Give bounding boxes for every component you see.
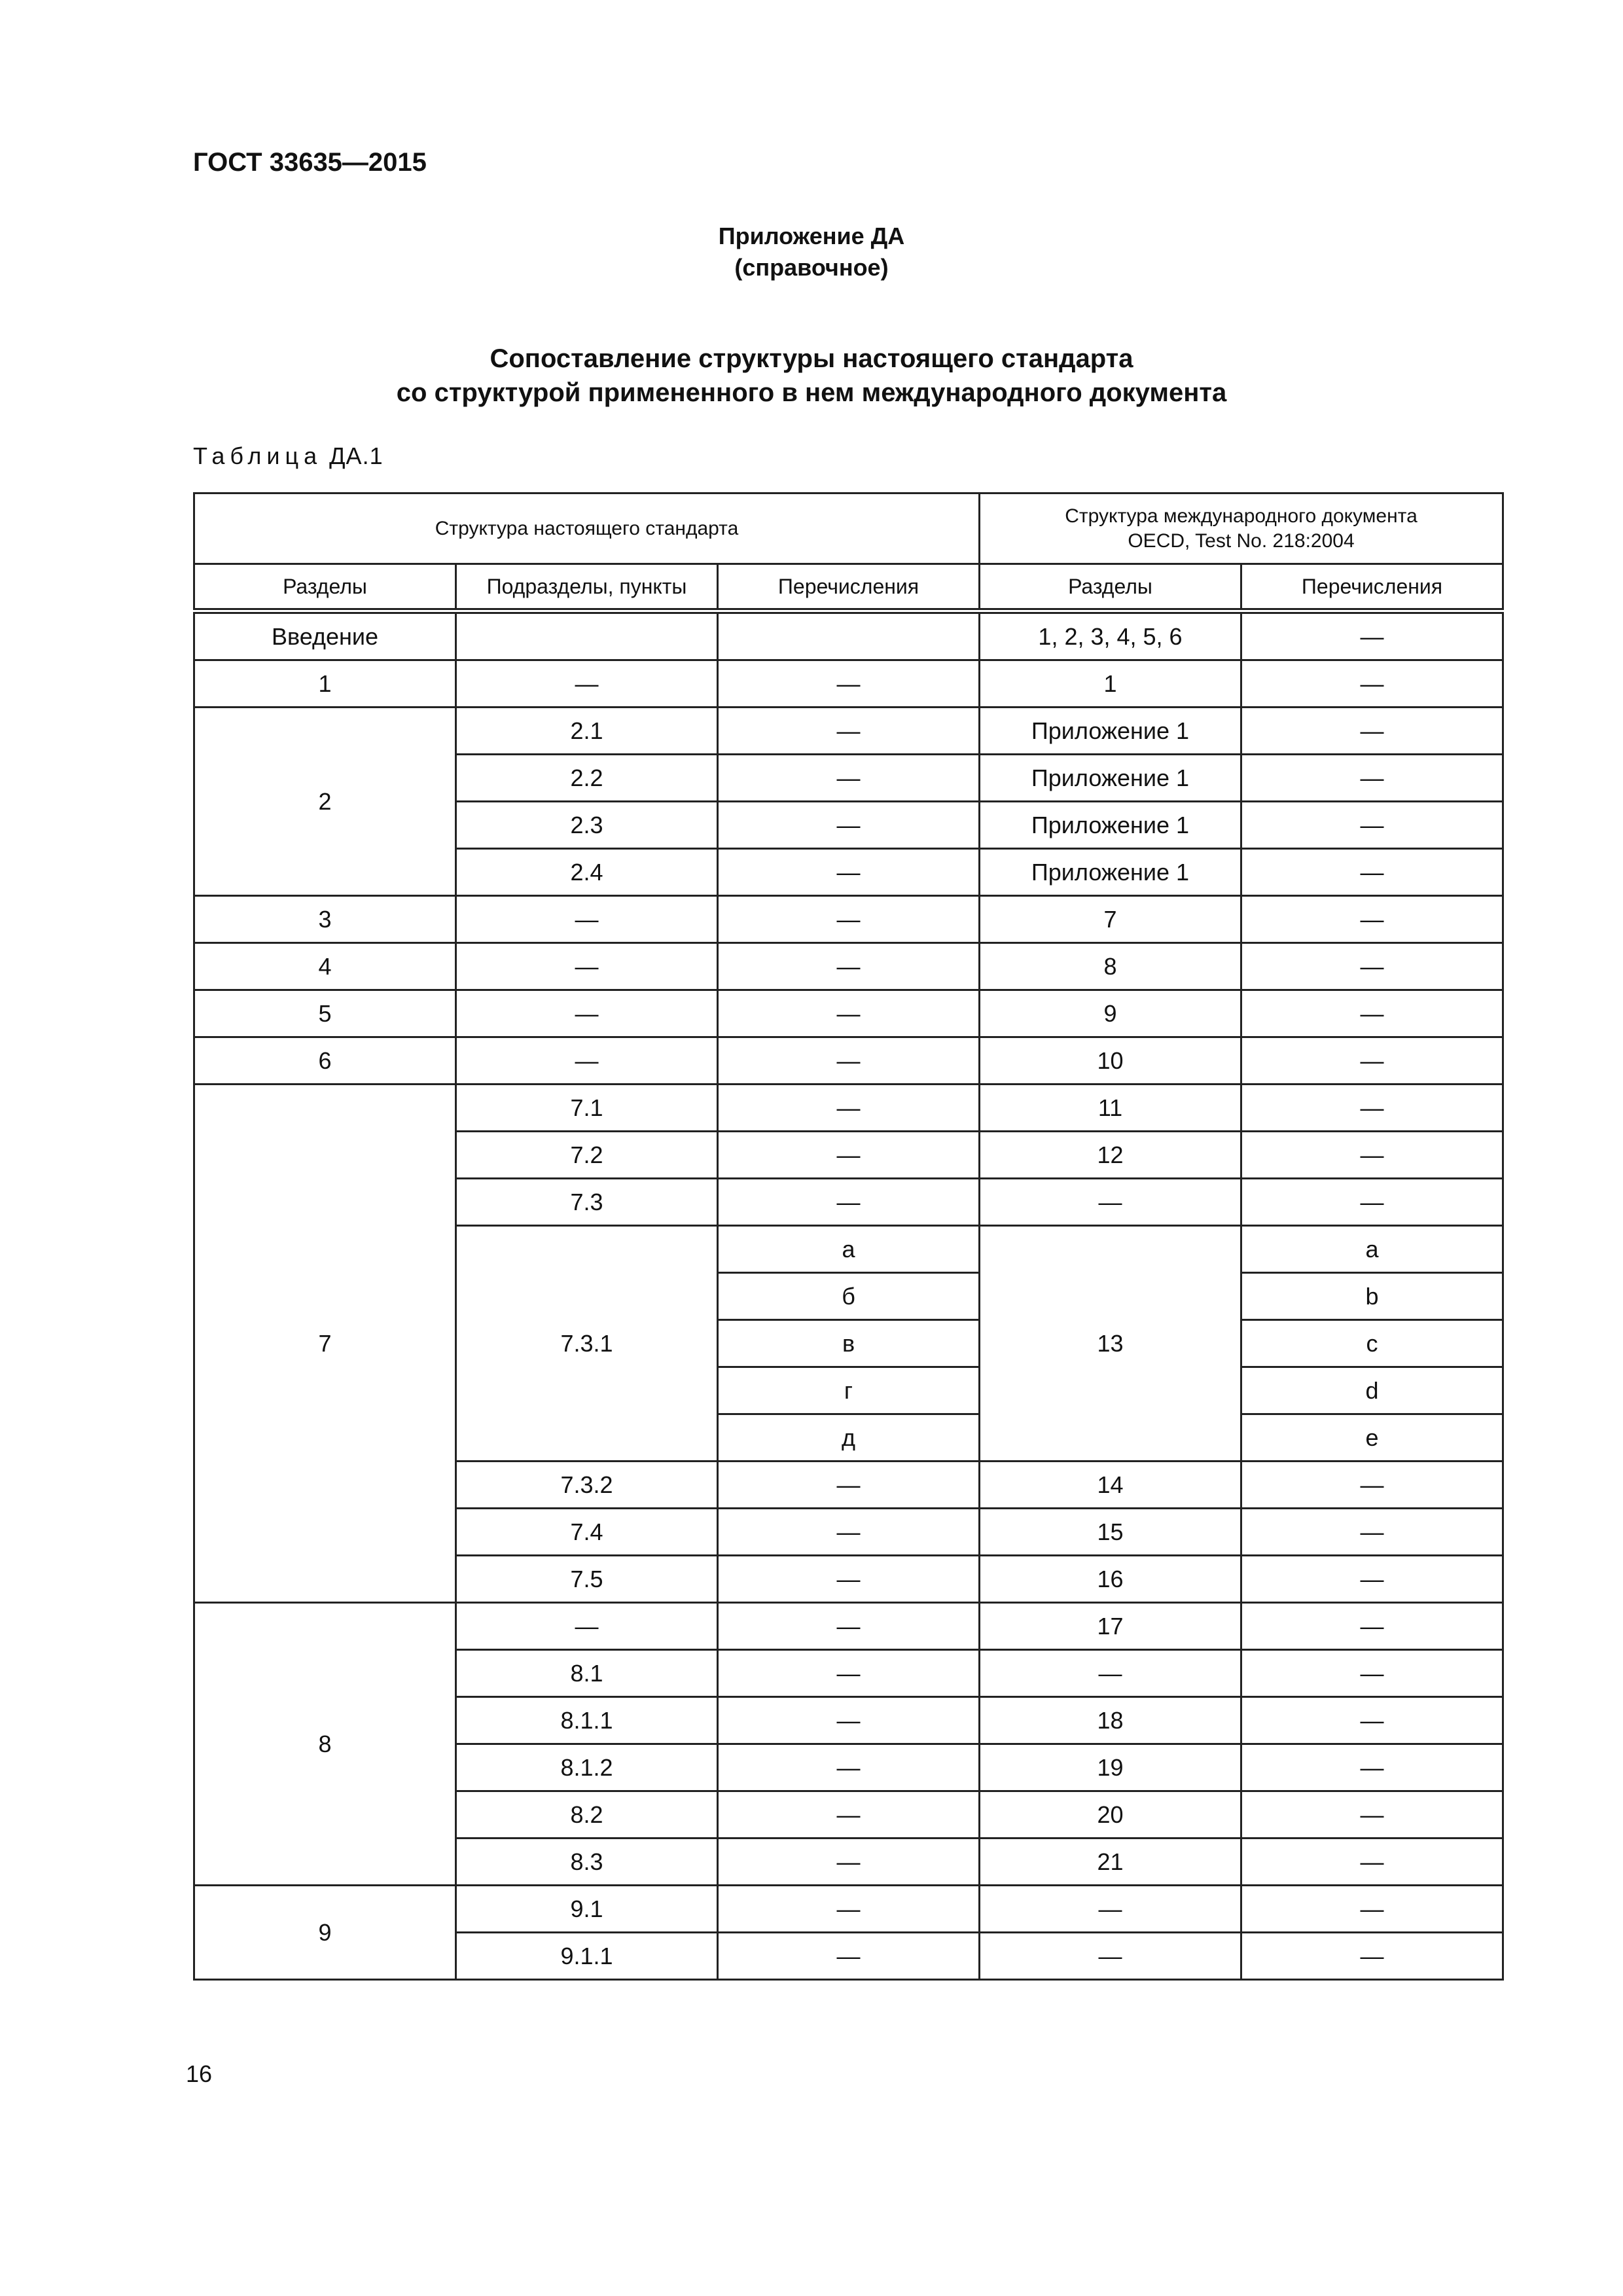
table-cell bbox=[718, 611, 980, 660]
table-row bbox=[194, 1037, 1503, 1085]
table-cell: — bbox=[718, 802, 980, 849]
table-group-header-row bbox=[194, 493, 1503, 564]
table-cell: 7.1 bbox=[456, 1085, 718, 1132]
intl-doc-title: Структура международного документа bbox=[1065, 505, 1418, 527]
table-cell: 7 bbox=[980, 896, 1241, 943]
table-cell: 11 bbox=[980, 1085, 1241, 1132]
table-cell: — bbox=[1241, 943, 1503, 990]
table-cell: 6 bbox=[194, 1037, 456, 1085]
table-cell: — bbox=[1241, 1791, 1503, 1839]
table-cell: — bbox=[980, 1650, 1241, 1697]
table-cell: — bbox=[718, 1650, 980, 1697]
column-header: Разделы bbox=[194, 564, 456, 611]
table-cell: — bbox=[1241, 849, 1503, 896]
intl-doc-reference: OECD, Test No. 218:2004 bbox=[1128, 529, 1355, 552]
table-row bbox=[194, 708, 1503, 755]
table-cell: 9.1.1 bbox=[456, 1933, 718, 1980]
table-cell: 17 bbox=[980, 1603, 1241, 1650]
table-cell: — bbox=[718, 1556, 980, 1603]
table-cell: 7.4 bbox=[456, 1509, 718, 1556]
table-cell: — bbox=[456, 943, 718, 990]
table-cell: — bbox=[1241, 1886, 1503, 1933]
table-cell: — bbox=[718, 1179, 980, 1226]
table-cell: — bbox=[718, 1603, 980, 1650]
table-cell: — bbox=[718, 943, 980, 990]
table-cell: 2.4 bbox=[456, 849, 718, 896]
table-cell: d bbox=[1241, 1367, 1503, 1414]
table-cell: 9 bbox=[194, 1886, 456, 1980]
table-cell: — bbox=[1241, 990, 1503, 1037]
comparison-table bbox=[193, 492, 1504, 1981]
table-cell: 8 bbox=[194, 1603, 456, 1886]
document-id: ГОСТ 33635—2015 bbox=[193, 148, 427, 177]
appendix-title: Приложение ДА bbox=[718, 223, 905, 249]
table-cell: — bbox=[456, 1603, 718, 1650]
table-cell: 8 bbox=[980, 943, 1241, 990]
table-label-number: ДА.1 bbox=[329, 442, 383, 469]
table-cell: — bbox=[718, 1037, 980, 1085]
table-cell: — bbox=[1241, 1462, 1503, 1509]
table-cell: — bbox=[1241, 896, 1503, 943]
table-cell: — bbox=[1241, 755, 1503, 802]
table-cell: Приложение 1 bbox=[980, 755, 1241, 802]
table-cell: 20 bbox=[980, 1791, 1241, 1839]
table-cell: Приложение 1 bbox=[980, 802, 1241, 849]
table-cell: — bbox=[1241, 802, 1503, 849]
table-cell: 7.3.2 bbox=[456, 1462, 718, 1509]
table-row bbox=[194, 611, 1503, 660]
table-cell: 5 bbox=[194, 990, 456, 1037]
table-cell: 16 bbox=[980, 1556, 1241, 1603]
table-cell: — bbox=[718, 1744, 980, 1791]
table-cell: — bbox=[456, 990, 718, 1037]
table-cell: 2.2 bbox=[456, 755, 718, 802]
table-cell: e bbox=[1241, 1414, 1503, 1462]
table-cell: — bbox=[980, 1933, 1241, 1980]
table-cell: — bbox=[718, 990, 980, 1037]
table-cell: 7.3 bbox=[456, 1179, 718, 1226]
table-cell: — bbox=[718, 755, 980, 802]
table-cell: — bbox=[718, 1085, 980, 1132]
table-cell: 21 bbox=[980, 1839, 1241, 1886]
table-cell: 7.3.1 bbox=[456, 1226, 718, 1462]
table-cell bbox=[456, 611, 718, 660]
table-cell: — bbox=[1241, 1085, 1503, 1132]
table-cell: — bbox=[1241, 1603, 1503, 1650]
table-cell: — bbox=[1241, 611, 1503, 660]
table-cell: — bbox=[718, 1933, 980, 1980]
table-cell: — bbox=[1241, 660, 1503, 708]
table-cell: Приложение 1 bbox=[980, 849, 1241, 896]
table-cell: c bbox=[1241, 1320, 1503, 1367]
table-cell: b bbox=[1241, 1273, 1503, 1320]
table-cell: 1, 2, 3, 4, 5, 6 bbox=[980, 611, 1241, 660]
table-cell: 9.1 bbox=[456, 1886, 718, 1933]
table-row bbox=[194, 990, 1503, 1037]
table-body bbox=[194, 611, 1503, 1980]
table-cell: 2.3 bbox=[456, 802, 718, 849]
table-cell: a bbox=[1241, 1226, 1503, 1273]
table-cell: 2.1 bbox=[456, 708, 718, 755]
table-cell: 19 bbox=[980, 1744, 1241, 1791]
column-header: Перечисления bbox=[1241, 564, 1503, 611]
table-cell: 9 bbox=[980, 990, 1241, 1037]
column-header: Перечисления bbox=[718, 564, 980, 611]
table-cell: 7.2 bbox=[456, 1132, 718, 1179]
table-cell: — bbox=[980, 1886, 1241, 1933]
table-row bbox=[194, 896, 1503, 943]
table-cell: 8.1 bbox=[456, 1650, 718, 1697]
table-cell: — bbox=[718, 849, 980, 896]
column-header: Разделы bbox=[980, 564, 1241, 611]
table-cell: Введение bbox=[194, 611, 456, 660]
table-cell: — bbox=[1241, 708, 1503, 755]
table-cell: — bbox=[980, 1179, 1241, 1226]
column-header: Подразделы, пункты bbox=[456, 564, 718, 611]
table-cell: 1 bbox=[980, 660, 1241, 708]
group-header-this-standard: Структура настоящего стандарта bbox=[194, 493, 980, 564]
table-cell: — bbox=[718, 896, 980, 943]
table-cell: 10 bbox=[980, 1037, 1241, 1085]
table-cell: 8.3 bbox=[456, 1839, 718, 1886]
table-cell: — bbox=[1241, 1650, 1503, 1697]
page-number: 16 bbox=[186, 2060, 213, 2087]
table-cell: 4 bbox=[194, 943, 456, 990]
table-cell: — bbox=[456, 660, 718, 708]
table-cell: — bbox=[718, 660, 980, 708]
table-cell: 2 bbox=[194, 708, 456, 896]
table-cell: — bbox=[1241, 1839, 1503, 1886]
table-cell: 8.2 bbox=[456, 1791, 718, 1839]
table-cell: — bbox=[1241, 1556, 1503, 1603]
table-cell: 8.1.2 bbox=[456, 1744, 718, 1791]
table-cell: д bbox=[718, 1414, 980, 1462]
table-cell: — bbox=[1241, 1697, 1503, 1744]
table-row bbox=[194, 1603, 1503, 1650]
table-cell: — bbox=[718, 1839, 980, 1886]
table-cell: 8.1.1 bbox=[456, 1697, 718, 1744]
table-cell: — bbox=[1241, 1744, 1503, 1791]
table-cell: а bbox=[718, 1226, 980, 1273]
table-cell: — bbox=[718, 1462, 980, 1509]
table-cell: — bbox=[718, 1509, 980, 1556]
table-cell: 7 bbox=[194, 1085, 456, 1603]
table-cell: — bbox=[718, 1697, 980, 1744]
group-header-international-doc bbox=[980, 493, 1503, 564]
table-cell: 18 bbox=[980, 1697, 1241, 1744]
table-cell: Приложение 1 bbox=[980, 708, 1241, 755]
appendix-heading-line2: со структурой примененного в нем международного документа bbox=[396, 378, 1227, 407]
table-cell: — bbox=[718, 708, 980, 755]
appendix-subtitle: (справочное) bbox=[734, 254, 889, 281]
table-cell: — bbox=[1241, 1933, 1503, 1980]
table-cell: 12 bbox=[980, 1132, 1241, 1179]
table-cell: 7.5 bbox=[456, 1556, 718, 1603]
table-label-word: Таблица bbox=[193, 442, 323, 469]
table-cell: 1 bbox=[194, 660, 456, 708]
table-label bbox=[193, 442, 383, 470]
table-row bbox=[194, 943, 1503, 990]
table-cell: — bbox=[1241, 1509, 1503, 1556]
table-row bbox=[194, 1085, 1503, 1132]
table-cell: — bbox=[1241, 1179, 1503, 1226]
table-row bbox=[194, 1886, 1503, 1933]
table-cell: — bbox=[1241, 1037, 1503, 1085]
table-cell: — bbox=[456, 896, 718, 943]
table-column-header-row bbox=[194, 564, 1503, 611]
table-cell: — bbox=[456, 1037, 718, 1085]
table-cell: 14 bbox=[980, 1462, 1241, 1509]
table-cell: 13 bbox=[980, 1226, 1241, 1462]
table-cell: в bbox=[718, 1320, 980, 1367]
table-cell: г bbox=[718, 1367, 980, 1414]
table-cell: — bbox=[718, 1791, 980, 1839]
table-row bbox=[194, 660, 1503, 708]
table-cell: б bbox=[718, 1273, 980, 1320]
table-cell: 3 bbox=[194, 896, 456, 943]
table-cell: 15 bbox=[980, 1509, 1241, 1556]
appendix-heading-line1: Сопоставление структуры настоящего стандарта bbox=[490, 344, 1133, 373]
table-cell: — bbox=[718, 1132, 980, 1179]
table-cell: — bbox=[1241, 1132, 1503, 1179]
table-cell: — bbox=[718, 1886, 980, 1933]
